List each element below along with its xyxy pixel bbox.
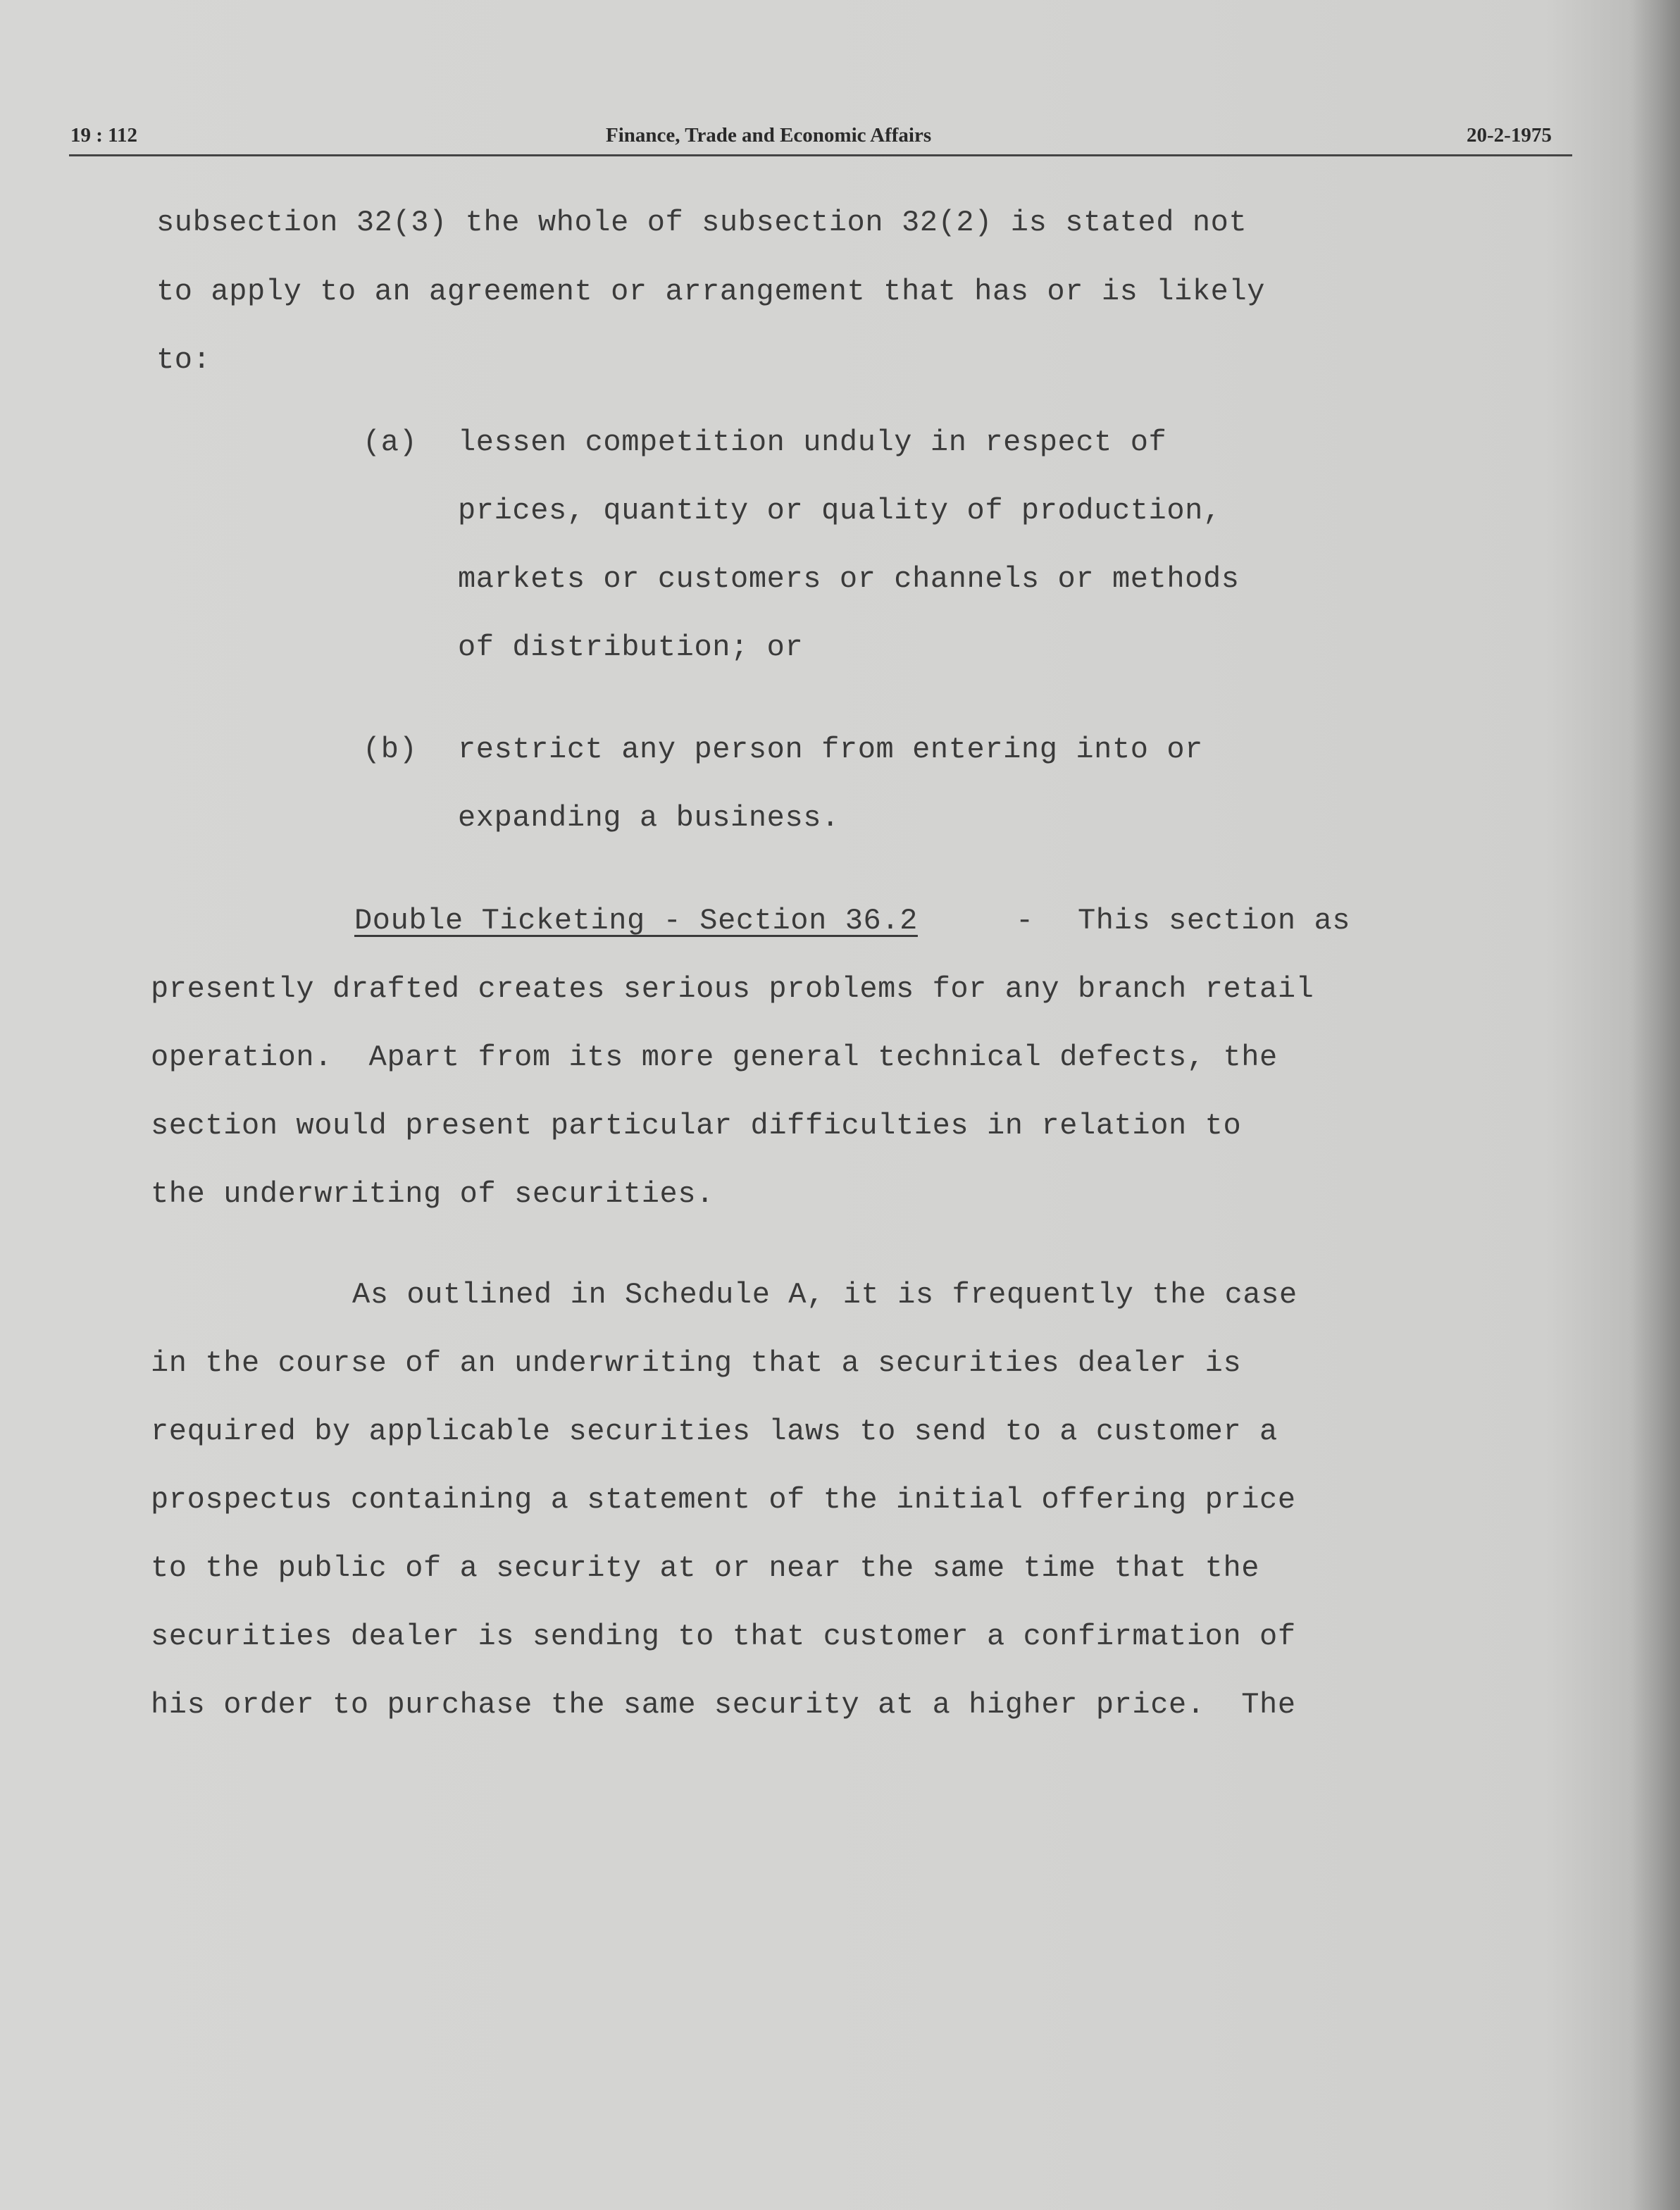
list-item-a-line: lessen competition unduly in respect of (458, 426, 1167, 459)
page-edge-shadow (1631, 0, 1680, 2210)
paragraph3-line: prospectus containing a statement of the initial offering price (151, 1483, 1296, 1517)
section-line: presently drafted creates serious problems for any branch retail (151, 972, 1314, 1006)
paragraph3-line: to the public of a security at or near the same time that the (151, 1551, 1260, 1585)
header-title: Finance, Trade and Economic Affairs (606, 124, 932, 147)
paragraph1-line: to apply to an agreement or arrangement that has or is likely (156, 275, 1266, 309)
header-date: 20-2-1975 (1467, 124, 1552, 147)
section-heading-double-ticketing: Double Ticketing - Section 36.2 (354, 904, 918, 938)
section-heading-dash: - (1016, 904, 1034, 938)
header-rule (69, 154, 1572, 156)
section-line: the underwriting of securities. (151, 1177, 714, 1211)
paragraph3-line: securities dealer is sending to that customer a confirmation of (151, 1620, 1296, 1653)
list-item-marker-b: (b) (363, 733, 418, 766)
list-item-a-line: of distribution; or (458, 631, 804, 664)
section-line: section would present particular difficulties in relation to (151, 1109, 1242, 1143)
section-first-line-text: This section as (1078, 904, 1351, 938)
paragraph3-line: in the course of an underwriting that a securities dealer is (151, 1346, 1242, 1380)
list-item-b-line: expanding a business. (458, 801, 840, 835)
paragraph3-line: his order to purchase the same security at a higher price. The (151, 1688, 1296, 1722)
list-item-a-line: markets or customers or channels or methods (458, 562, 1240, 596)
list-item-a-line: prices, quantity or quality of production, (458, 494, 1221, 528)
header-page-number: 19 : 112 (70, 124, 138, 147)
paragraph1-line: subsection 32(3) the whole of subsection 32(2) is stated not (156, 206, 1247, 240)
section-line: operation. Apart from its more general technical defects, the (151, 1041, 1278, 1074)
paragraph3-line: required by applicable securities laws to send to a customer a (151, 1415, 1278, 1448)
paragraph3-line: As outlined in Schedule A, it is frequently the case (352, 1278, 1298, 1312)
paragraph1-line: to: (156, 343, 211, 377)
list-item-b-line: restrict any person from entering into or (458, 733, 1203, 766)
list-item-marker-a: (a) (363, 426, 418, 459)
